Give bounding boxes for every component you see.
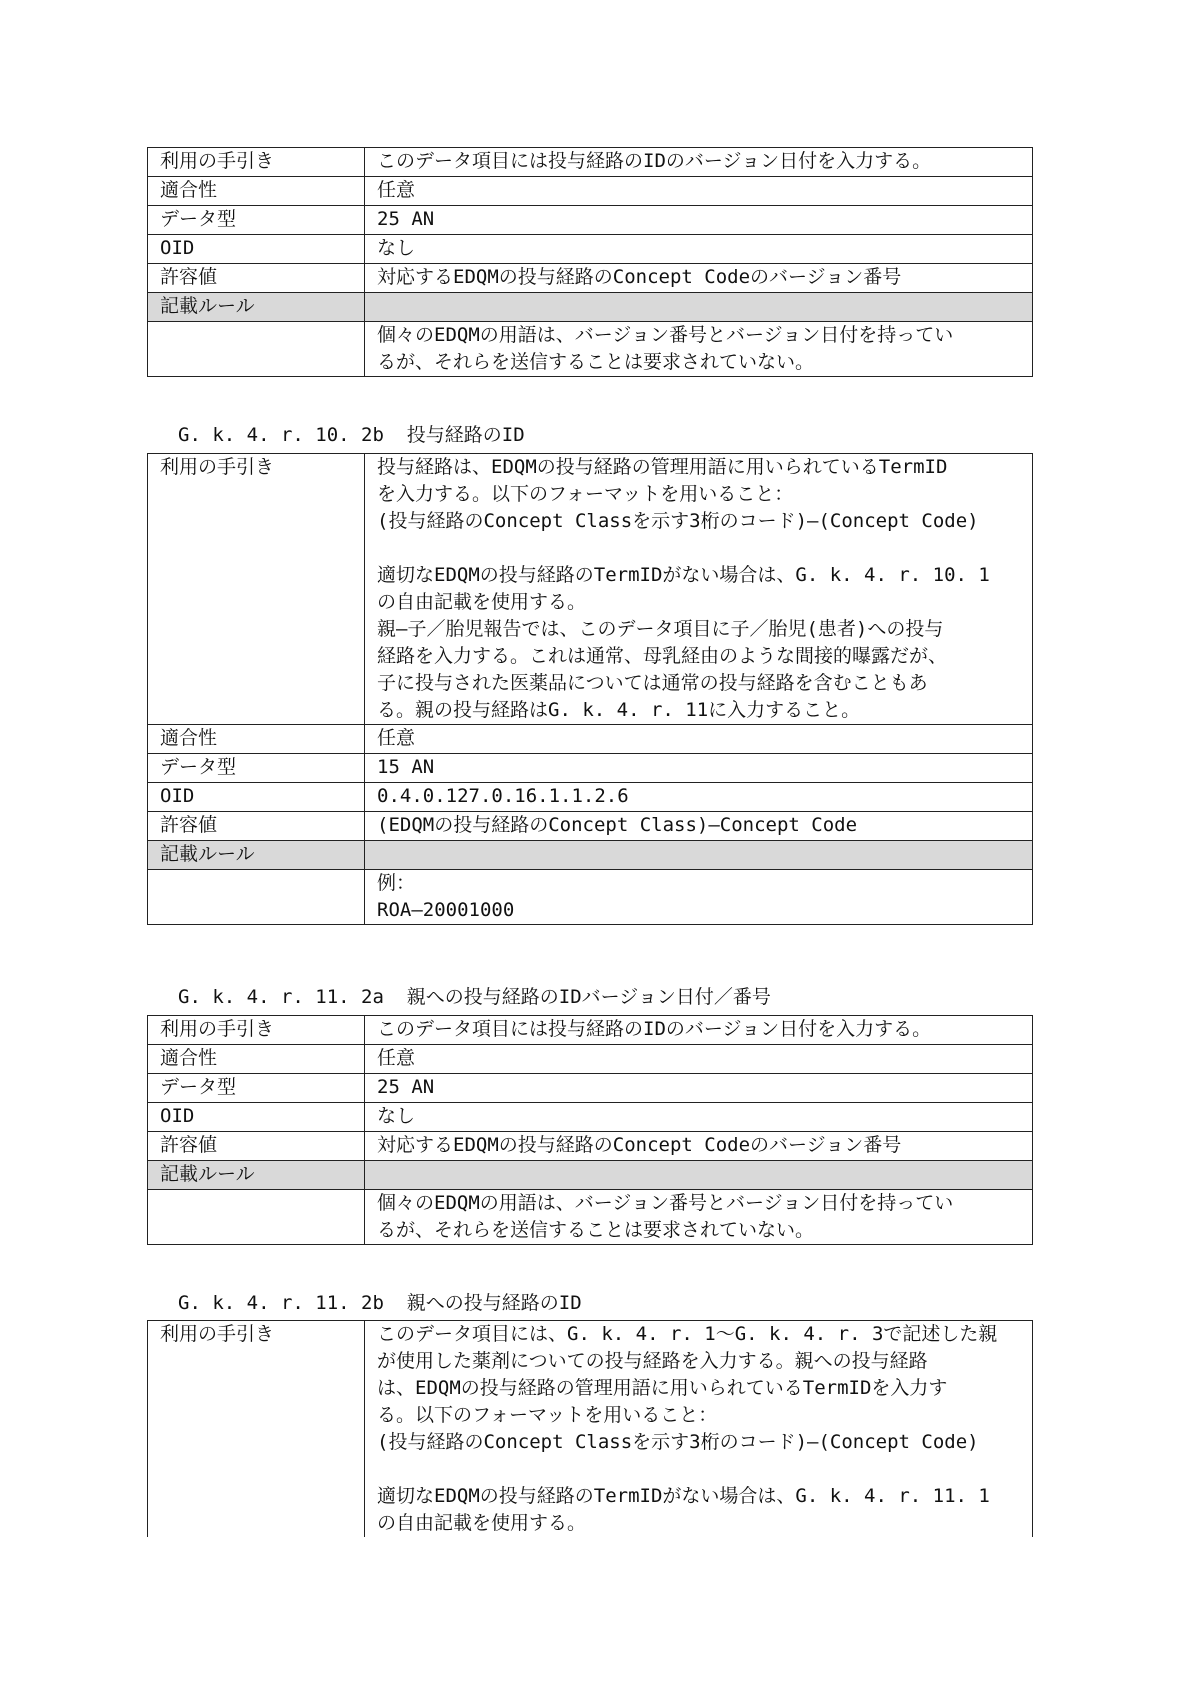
data-item-table (147, 147, 1033, 377)
section-heading: G. k. 4. r. 11. 2a 親への投与経路のIDバージョン日付／番号 (178, 986, 771, 1008)
value-line: 個々のEDQMの用語は、バージョン番号とバージョン日付を持ってい (377, 1192, 954, 1214)
table-row (148, 1161, 1033, 1190)
row-value (365, 322, 1033, 377)
row-label: データ型 (148, 206, 365, 235)
row-value (365, 841, 1033, 870)
value-line (377, 1456, 1020, 1483)
row-value (365, 454, 1033, 725)
row-value (365, 206, 1033, 235)
value-line: 0.4.0.127.0.16.1.1.2.6 (377, 785, 629, 807)
row-label: 利用の手引き (148, 1016, 365, 1045)
data-item-table (147, 1320, 1033, 1537)
value-line: 対応するEDQMの投与経路のConcept Codeのバージョン番号 (377, 266, 902, 288)
value-line: 親—子／胎児報告では、このデータ項目に子／胎児(患者)への投与 (377, 618, 944, 640)
row-label: 許容値 (148, 1132, 365, 1161)
row-label: 記載ルール (148, 293, 365, 322)
row-value (365, 1045, 1033, 1074)
data-item-table (147, 453, 1033, 925)
row-value (365, 293, 1033, 322)
value-line: (投与経路のConcept Classを示す3桁のコード)—(Concept Code) (377, 510, 979, 532)
row-label: 利用の手引き (148, 148, 365, 177)
section-heading: G. k. 4. r. 10. 2b 投与経路のID (178, 424, 525, 446)
value-line (377, 1161, 1020, 1188)
table-row (148, 783, 1033, 812)
row-label: 適合性 (148, 1045, 365, 1074)
row-value (365, 1103, 1033, 1132)
value-line: 例： (377, 872, 416, 894)
table-row (148, 870, 1033, 925)
row-label (148, 322, 365, 377)
value-line: る。以下のフォーマットを用いること： (377, 1404, 718, 1426)
row-value (365, 870, 1033, 925)
row-value (365, 812, 1033, 841)
value-line: が使用した薬剤についての投与経路を入力する。親への投与経路 (377, 1350, 928, 1372)
value-line: 25 AN (377, 1076, 435, 1098)
value-line: 15 AN (377, 756, 435, 778)
value-line: 25 AN (377, 208, 435, 230)
table-row (148, 1016, 1033, 1045)
row-value (365, 235, 1033, 264)
row-value (365, 177, 1033, 206)
value-line: 子に投与された医薬品については通常の投与経路を含むこともあ (377, 672, 928, 694)
row-value (365, 1016, 1033, 1045)
value-line: 適切なEDQMの投与経路のTermIDがない場合は、G. k. 4. r. 11. 1 (377, 1485, 990, 1507)
value-line: 対応するEDQMの投与経路のConcept Codeのバージョン番号 (377, 1134, 902, 1156)
row-label: OID (148, 1103, 365, 1132)
table-row (148, 1045, 1033, 1074)
value-line: なし (377, 1105, 416, 1127)
table-row (148, 754, 1033, 783)
table-row (148, 812, 1033, 841)
value-line (377, 293, 1020, 320)
row-label: OID (148, 783, 365, 812)
row-value (365, 148, 1033, 177)
row-value (365, 1190, 1033, 1245)
row-label: OID (148, 235, 365, 264)
table-row (148, 148, 1033, 177)
row-label: データ型 (148, 1074, 365, 1103)
row-label: 記載ルール (148, 841, 365, 870)
value-line: このデータ項目には投与経路のIDのバージョン日付を入力する。 (377, 1018, 932, 1040)
row-value (365, 264, 1033, 293)
table-row (148, 235, 1033, 264)
row-label: 許容値 (148, 812, 365, 841)
table-row (148, 177, 1033, 206)
table-row (148, 1103, 1033, 1132)
value-line: 任意 (377, 1047, 416, 1069)
row-value (365, 783, 1033, 812)
table-row (148, 841, 1033, 870)
data-item-table (147, 1015, 1033, 1245)
row-value (365, 1132, 1033, 1161)
table-row (148, 322, 1033, 377)
table-row (148, 264, 1033, 293)
value-line: ROA—20001000 (377, 899, 515, 921)
row-label (148, 1190, 365, 1245)
value-line: このデータ項目には投与経路のIDのバージョン日付を入力する。 (377, 150, 932, 172)
row-label (148, 870, 365, 925)
value-line: を入力する。以下のフォーマットを用いること： (377, 483, 794, 505)
row-label: データ型 (148, 754, 365, 783)
row-value (365, 754, 1033, 783)
table-row (148, 454, 1033, 725)
value-line: は、EDQMの投与経路の管理用語に用いられているTermIDを入力す (377, 1377, 948, 1399)
value-line: なし (377, 237, 416, 259)
row-value (365, 1074, 1033, 1103)
table-row (148, 1190, 1033, 1245)
value-line (377, 535, 1020, 562)
section-heading: G. k. 4. r. 11. 2b 親への投与経路のID (178, 1292, 582, 1314)
table-row (148, 1132, 1033, 1161)
value-line: の自由記載を使用する。 (377, 591, 587, 613)
value-line: 適切なEDQMの投与経路のTermIDがない場合は、G. k. 4. r. 10. 1 (377, 564, 990, 586)
value-line: 任意 (377, 727, 416, 749)
table-row (148, 1321, 1033, 1538)
row-value (365, 1321, 1033, 1538)
row-label: 許容値 (148, 264, 365, 293)
value-line: の自由記載を使用する。 (377, 1512, 587, 1534)
row-label: 利用の手引き (148, 1321, 365, 1538)
table-row (148, 206, 1033, 235)
row-label: 利用の手引き (148, 454, 365, 725)
table-row (148, 293, 1033, 322)
value-line: る。親の投与経路はG. k. 4. r. 11に入力すること。 (377, 699, 861, 721)
table-row (148, 1074, 1033, 1103)
value-line: 任意 (377, 179, 416, 201)
table-row (148, 725, 1033, 754)
row-label: 適合性 (148, 177, 365, 206)
value-line: (投与経路のConcept Classを示す3桁のコード)—(Concept Code) (377, 1431, 979, 1453)
row-value (365, 725, 1033, 754)
value-line: 個々のEDQMの用語は、バージョン番号とバージョン日付を持ってい (377, 324, 954, 346)
value-line: 経路を入力する。これは通常、母乳経由のような間接的曝露だが、 (377, 645, 948, 667)
value-line: (EDQMの投与経路のConcept Class)—Concept Code (377, 814, 858, 836)
value-line: このデータ項目には、G. k. 4. r. 1〜G. k. 4. r. 3で記述した親 (377, 1323, 998, 1345)
value-line: るが、それらを送信することは要求されていない。 (377, 1219, 815, 1241)
value-line: るが、それらを送信することは要求されていない。 (377, 351, 815, 373)
row-label: 適合性 (148, 725, 365, 754)
row-label: 記載ルール (148, 1161, 365, 1190)
value-line (377, 841, 1020, 868)
row-value (365, 1161, 1033, 1190)
value-line: 投与経路は、EDQMの投与経路の管理用語に用いられているTermID (377, 456, 948, 478)
